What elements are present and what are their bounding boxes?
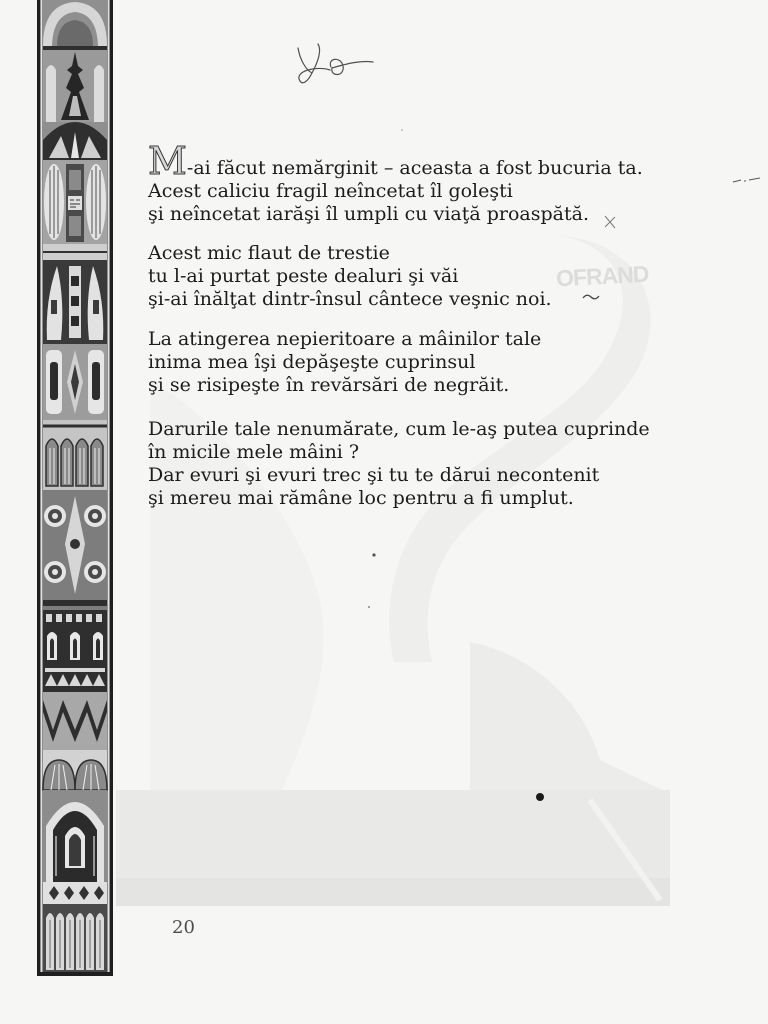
poem-line: Darurile tale nenumărate, cum le-aş putea cuprinde	[148, 418, 650, 440]
pencil-mark-x	[605, 216, 615, 228]
poem-line: Acest caliciu fragil neîncetat îl goleşti	[148, 180, 513, 202]
pencil-mark-tilde	[583, 295, 599, 299]
poem-line: şi-ai înălţat dintr-însul cântece veşnic noi.	[148, 288, 552, 310]
poem-line-text: -ai făcut nemărginit – aceasta a fost bucuria ta.	[186, 157, 643, 179]
poem-line: şi se risipeşte în revărsări de negrăit.	[148, 374, 510, 396]
ink-spot	[536, 793, 544, 801]
poem-line: Acest mic flaut de trestie	[148, 242, 390, 264]
pencil-mark-dash	[733, 178, 760, 182]
page-number: 20	[172, 917, 195, 938]
poem-line: şi neîncetat iarăşi îl umpli cu viaţă proaspătă.	[148, 203, 589, 225]
drop-cap: M	[148, 139, 187, 183]
poem-line: tu l-ai purtat peste dealuri şi văi	[148, 265, 459, 287]
poem-line: în micile mele mâini ?	[148, 441, 360, 463]
poem-line: La atingerea nepieritoare a mâinilor tale	[148, 328, 542, 350]
poem-line: şi mereu mai rămâne loc pentru a fi umplut.	[148, 487, 574, 509]
show-through-title: OFRAND	[555, 260, 650, 292]
poem-line: Dar evuri şi evuri trec şi tu te dărui necontenit	[148, 464, 600, 486]
handwritten-signature	[298, 44, 373, 83]
scan-specks	[368, 129, 403, 608]
poem-line: inima mea îşi depăşeşte cuprinsul	[148, 351, 476, 373]
